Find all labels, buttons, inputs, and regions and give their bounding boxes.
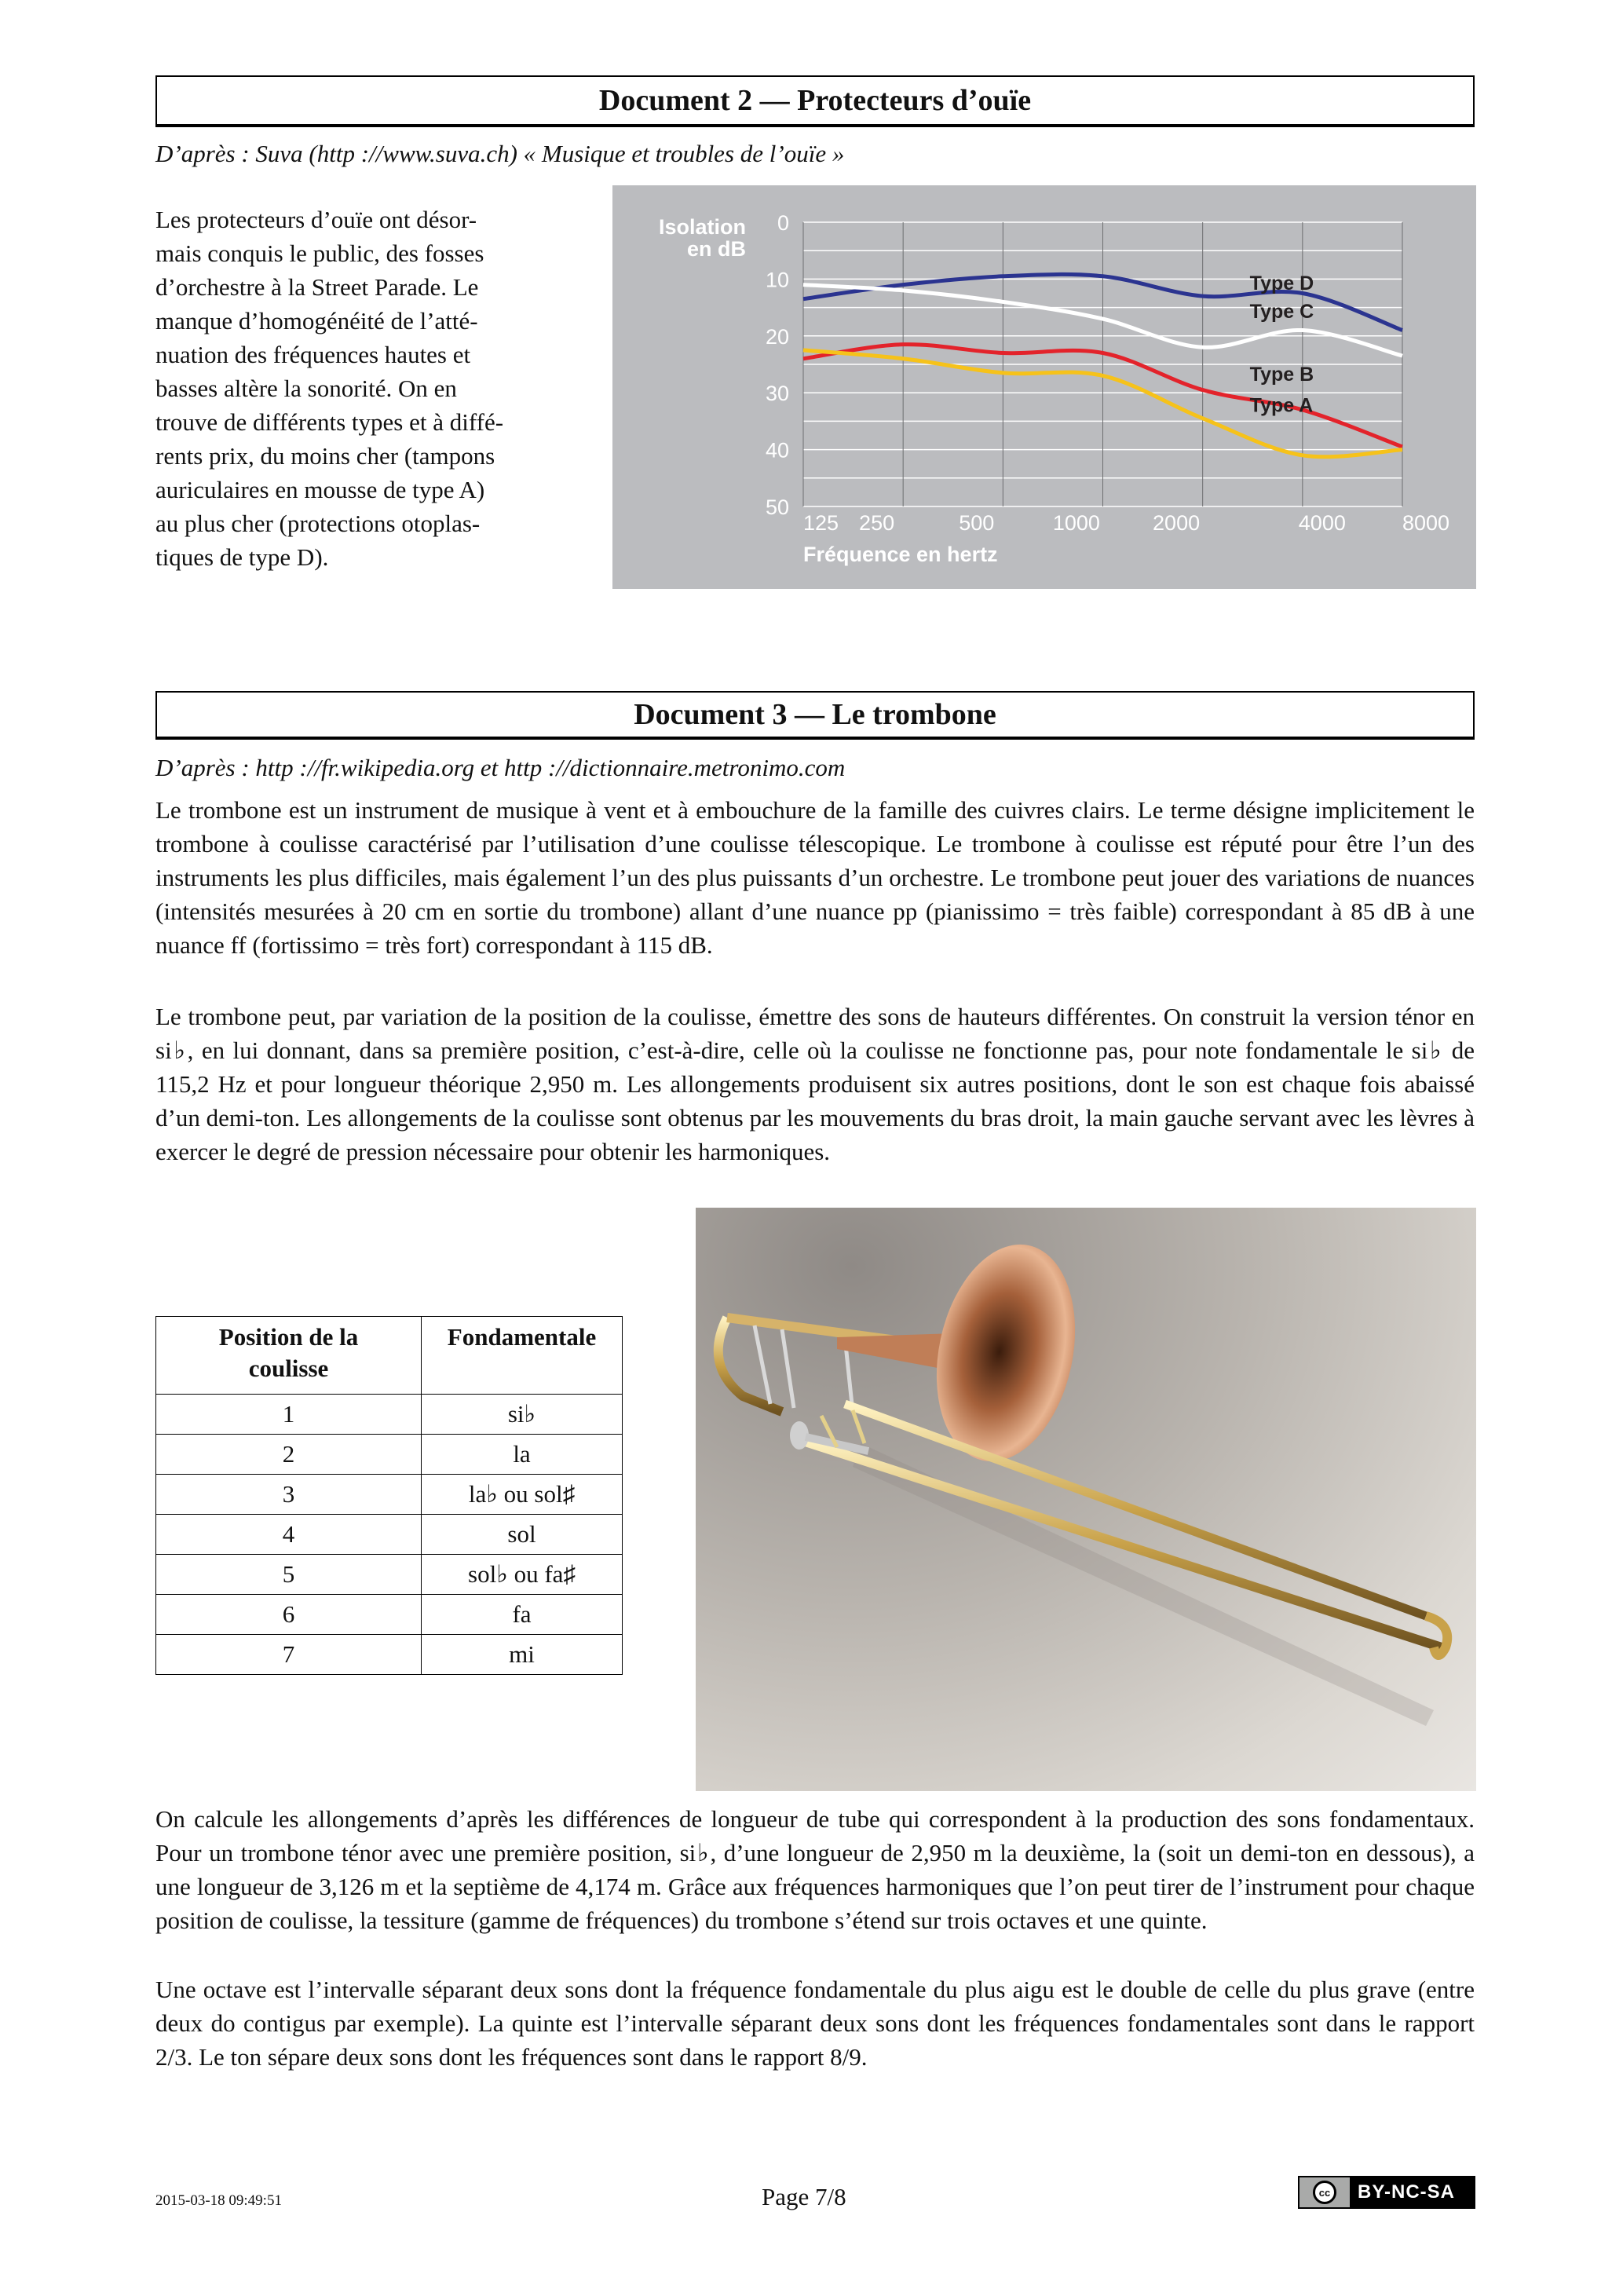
doc3-paragraph-2: Le trombone peut, par variation de la position de la coulisse, émettre des sons de hauteurs différentes. On construit la version ténor en si♭, en lui donnant, dans sa première position, c’est-à-dire, celle où la coulisse ne fonctionne pas, pour note fondamentale le si♭ de 115,2 Hz et pour longueur théorique 2,950 m. Les allongements produisent six autres positions, dont le son est chaque fois abaissé d’un demi-ton. Les allongements de la coulisse sont obtenus par les mouvements du bras droit, la main gauche servant avec les lèvres à exercer le degré de pression nécessaire pour obtenir les harmoniques. <box>155 1003 1475 1165</box>
license-label: BY-NC-SA <box>1358 2181 1456 2203</box>
text-line: nuation des fréquences hautes et <box>155 341 471 368</box>
x-tick-label: 1000 <box>1052 511 1100 535</box>
x-tick-label: 2000 <box>1153 511 1201 535</box>
text-line: auriculaires en mousse de type A) <box>155 476 485 503</box>
series-label: Type B <box>1249 363 1314 386</box>
chart-canvas <box>612 185 1476 589</box>
y-axis-label: Isolation <box>658 215 746 239</box>
cell-note: sol♭ ou fa♯ <box>422 1555 623 1595</box>
cell-position: 2 <box>156 1435 422 1475</box>
cell-note: mi <box>422 1635 623 1675</box>
text-line: mais conquis le public, des fosses <box>155 239 484 267</box>
doc2-source: D’après : Suva (http ://www.suva.ch) « Musique et troubles de l’ouïe » <box>155 140 845 167</box>
text-line: d’orchestre à la Street Parade. Le <box>155 273 479 301</box>
series-label: Type C <box>1249 301 1314 324</box>
cell-note: si♭ <box>422 1395 623 1435</box>
trombone-illustration <box>696 1208 1476 1791</box>
cell-note: fa <box>422 1595 623 1635</box>
table-row <box>156 1475 623 1515</box>
cell-position: 5 <box>156 1555 422 1595</box>
cell-position: 4 <box>156 1515 422 1555</box>
text-line: basses altère la sonorité. On en <box>155 375 457 402</box>
trombone-photo <box>696 1208 1476 1791</box>
x-tick-label: 250 <box>859 511 895 535</box>
creative-commons-icon: cc <box>1313 2181 1336 2204</box>
cell-note: la <box>422 1435 623 1475</box>
slide-position-table <box>155 1316 623 1675</box>
table-row <box>156 1635 623 1675</box>
table-header-position: Position de la coulisse <box>156 1317 422 1395</box>
license-badge[interactable] <box>1298 2176 1475 2209</box>
cell-position: 1 <box>156 1395 422 1435</box>
footer-timestamp: 2015-03-18 09:49:51 <box>155 2192 282 2209</box>
cc-icon-container <box>1299 2177 1350 2207</box>
x-axis-label: Fréquence en hertz <box>803 543 998 566</box>
series-label: Type D <box>1249 272 1314 295</box>
cell-note: la♭ ou sol♯ <box>422 1475 623 1515</box>
attenuation-chart <box>612 185 1476 589</box>
y-tick-label: 50 <box>765 495 789 519</box>
x-tick-label: 125 <box>803 511 839 535</box>
table-row <box>156 1515 623 1555</box>
page-number: Page 7/8 <box>762 2183 846 2210</box>
x-tick-label: 8000 <box>1402 511 1450 535</box>
x-tick-label: 500 <box>959 511 995 535</box>
doc3-title: Document 3 — Le trombone <box>155 691 1475 740</box>
table-row <box>156 1395 623 1435</box>
cell-position: 7 <box>156 1635 422 1675</box>
text-line: Les protecteurs d’ouïe ont désor- <box>155 206 477 233</box>
text-line: rents prix, du moins cher (tampons <box>155 442 495 470</box>
text-line: au plus cher (protections otoplas- <box>155 510 481 537</box>
y-tick-label: 0 <box>777 211 789 235</box>
doc2-title: Document 2 — Protecteurs d’ouïe <box>155 75 1475 127</box>
y-tick-label: 20 <box>765 324 789 349</box>
doc3-paragraph-4: Une octave est l’intervalle séparant deux sons dont la fréquence fondamentale du plus aigu est le double de celle du plus grave (entre deux do contigus par exemple). La quinte est l’intervalle séparant deux sons dont les fréquences fondamentales sont dans le rapport 2/3. Le ton sépare deux sons dont les fréquences sont dans le rapport 8/9. <box>155 1976 1475 2071</box>
doc3-source: D’après : http ://fr.wikipedia.org et http ://dictionnaire.metronimo.com <box>155 754 846 781</box>
x-tick-label: 4000 <box>1298 511 1346 535</box>
doc3-paragraph-1: Le trombone est un instrument de musique à vent et à embouchure de la famille des cuivres clairs. Le terme désigne implicitement le trombone à coulisse caractérisé par l’utilisation d’une coulisse télescopique. Le trombone à coulisse est réputé pour être l’un des instruments les plus difficiles, mais également l’un des plus puissants d’un orchestre. Le trombone peut jouer des variations de nuances (intensités mesurées à 20 cm en sortie du trombone) allant d’une nuance pp (pianissimo = très faible) correspondant à 85 dB à une nuance ff (fortissimo = très fort) correspondant à 115 dB. <box>155 796 1475 959</box>
doc2-text <box>155 203 583 574</box>
table-header-fundamental: Fondamentale <box>422 1317 623 1395</box>
text-line: manque d’homogénéité de l’atté- <box>155 307 478 335</box>
y-tick-label: 10 <box>765 268 789 292</box>
cell-note: sol <box>422 1515 623 1555</box>
table-row <box>156 1435 623 1475</box>
y-tick-label: 30 <box>765 382 789 406</box>
y-tick-label: 40 <box>765 438 789 462</box>
cell-position: 6 <box>156 1595 422 1635</box>
series-label: Type A <box>1249 394 1314 417</box>
cell-position: 3 <box>156 1475 422 1515</box>
y-axis-label: en dB <box>686 237 746 261</box>
table-row <box>156 1595 623 1635</box>
text-line: tiques de type D). <box>155 543 329 571</box>
text-line: trouve de différents types et à diffé- <box>155 408 504 436</box>
table-row <box>156 1555 623 1595</box>
doc3-paragraph-3: On calcule les allongements d’après les différences de longueur de tube qui correspondent à la production des sons fondamentaux. Pour un trombone ténor avec une première position, si♭, d’une longueur de 2,950 m la deuxième, la (soit un demi-ton en dessous), a une longueur de 3,126 m et la septième de 4,174 m. Grâce aux fréquences harmoniques que l’on peut tirer de l’instrument pour chaque position de coulisse, la tessiture (gamme de fréquences) du trombone s’étend sur trois octaves et une quinte. <box>155 1805 1475 1934</box>
